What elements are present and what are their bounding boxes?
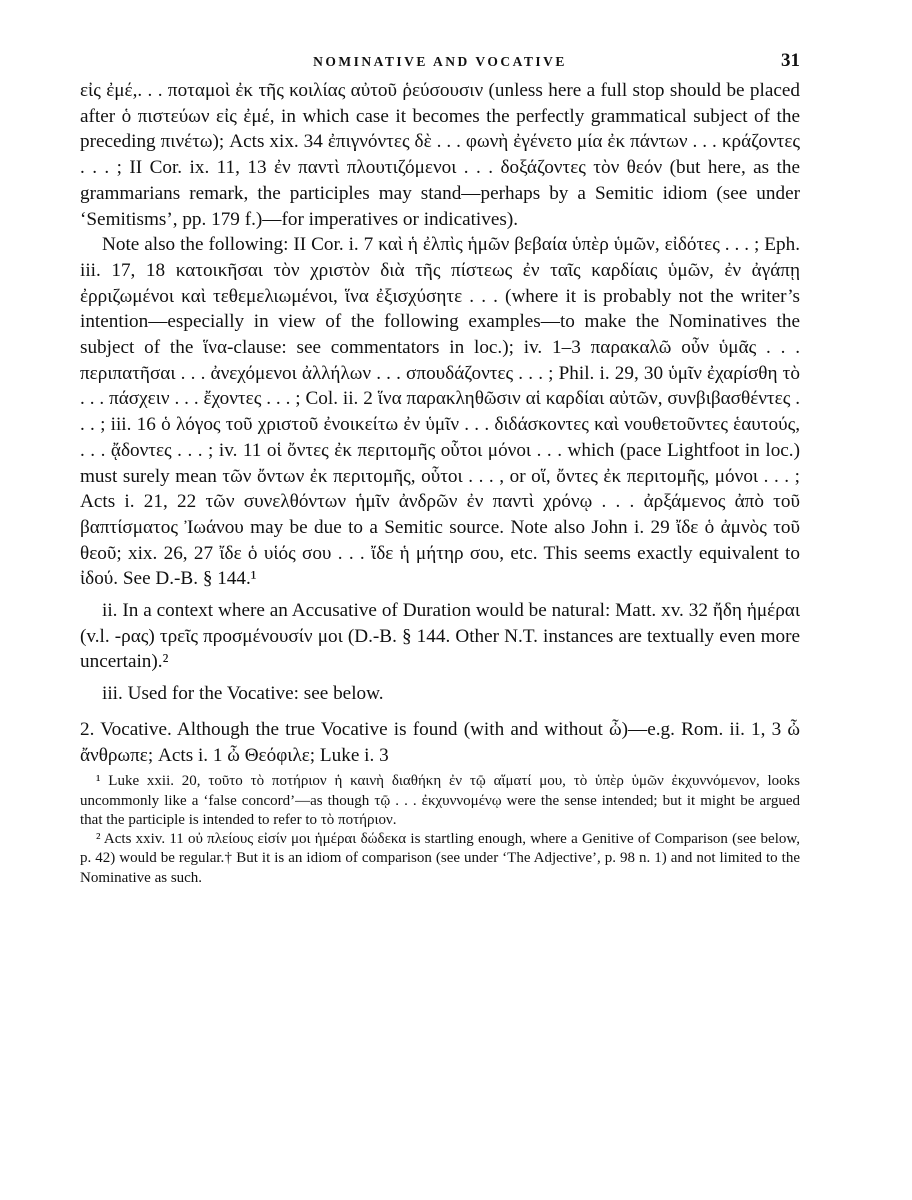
book-page [80,50,800,888]
footnote-2: ² Acts xxiv. 11 οὐ πλείους εἰσίν μοι ἡμέραι δώδεκα is startling enough, where a Genitive of Comparison (see below, p. 42) would be regular.† But it is an idiom of comparison (see under ‘The Adjective’, p. 98 n. 1) and not limited to the Nominative as such. [80,831,800,886]
paragraph-1: εἰς ἐμέ,. . . ποταμοὶ ἐκ τῆς κοιλίας αὐτοῦ ῥεύσουσιν (unless here a full stop should be placed after ὁ πιστεύων εἰς ἐμέ, in which case it becomes the perfectly grammatical subject of the preceding πινέτω); Acts xix. 34 ἐπιγνόντες δὲ . . . φωνὴ ἐγένετο μία ἐκ πάντων . . . κράζοντες . . . ; II Cor. ix. 11, 13 ἐν παντὶ πλουτιζόμενοι . . . δοξάζοντες τὸν θεόν (but here, as the grammarians remark, the participles may stand—perhaps by a Semitic idiom (see under ‘Semitisms’, pp. 179 f.)—for imperatives or indicatives). [80,80,800,230]
page-number: 31 [781,50,800,71]
body-text [80,78,800,768]
running-head: NOMINATIVE AND VOCATIVE [313,54,567,69]
paragraph-3: ii. In a context where an Accusative of Duration would be natural: Matt. xv. 32 ἤδη ἡμέραι (v.l. -ρας) τρεῖς προσμένουσίν μοι (D.-B. § 144. Other N.T. instances are textually even more uncertain).² [80,600,800,673]
paragraph-2: Note also the following: II Cor. i. 7 καὶ ἡ ἐλπὶς ἡμῶν βεβαία ὑπὲρ ὑμῶν, εἰδότες . . . ; Eph. iii. 17, 18 κατοικῆσαι τὸν χριστὸν διὰ τῆς πίστεως ἐν ταῖς καρδίαις ὑμῶν, ἐν ἀγάπῃ ἐρριζωμένοι καὶ τεθεμελιωμένοι, ἵνα ἐξισχύσητε . . . (where it is probably not the writer’s intention—especially in view of the following examples—to make the Nominatives the subject of the ἵνα-clause: see commentators in loc.); iv. 1–3 παρακαλῶ οὖν ὑμᾶς . . . περιπατῆσαι . . . ἀνεχόμενοι ἀλλήλων . . . σπουδάζοντες . . . ; Phil. i. 29, 30 ὑμῖν ἐχαρίσθη τὸ . . . πάσχειν . . . ἔχοντες . . . ; Col. ii. 2 ἵνα παρακληθῶσιν αἱ καρδίαι αὐτῶν, συνβιβασθέντες . . . ; iii. 16 ὁ λόγος τοῦ χριστοῦ ἐνοικείτω ἐν ὑμῖν . . . διδάσκοντες καὶ νουθετοῦντες ἑαυτούς, . . . ᾄδοντες . . . ; iv. 11 οἱ ὄντες ἐκ περιτομῆς οὗτοι μόνοι . . . which (pace Lightfoot in loc.) must surely mean τῶν ὄντων ἐκ περιτομῆς, οὗτοι . . . , or οἵ, ὄντες ἐκ περιτομῆς, μόνοι . . . ; Acts i. 21, 22 τῶν συνελθόντων ἡμῖν ἀνδρῶν ἐν παντὶ χρόνῳ . . . ἀρξάμενος ἀπὸ τοῦ βαπτίσματος Ἰωάνου may be due to a Semitic source. Note also John i. 29 ἴδε ὁ ἀμνὸς τοῦ θεοῦ; xix. 26, 27 ἴδε ὁ υἱός σου . . . ἴδε ἡ μήτηρ σου, etc. This seems exactly equivalent to ἰδού. See D.-B. § 144.¹ [80,234,800,590]
paragraph-4: iii. Used for the Vocative: see below. [102,683,384,705]
page-header [80,50,800,78]
paragraph-5: 2. Vocative. Although the true Vocative is found (with and without ὦ)—e.g. Rom. ii. 1, 3 ὦ ἄνθρωπε; Acts i. 1 ὦ Θεόφιλε; Luke i. 3 [80,718,800,766]
footnotes [80,772,800,888]
footnote-1: ¹ Luke xxii. 20, τοῦτο τὸ ποτήριον ἡ καινὴ διαθήκη ἐν τῷ αἵματί μου, τὸ ὑπὲρ ὑμῶν ἐκχυννόμενον, looks uncommonly like a ‘false concord’—as though τῷ . . . ἐκχυννομένῳ were the sense intended; but it might be argued that the participle is intended to refer to τὸ ποτήριον. [80,773,800,828]
